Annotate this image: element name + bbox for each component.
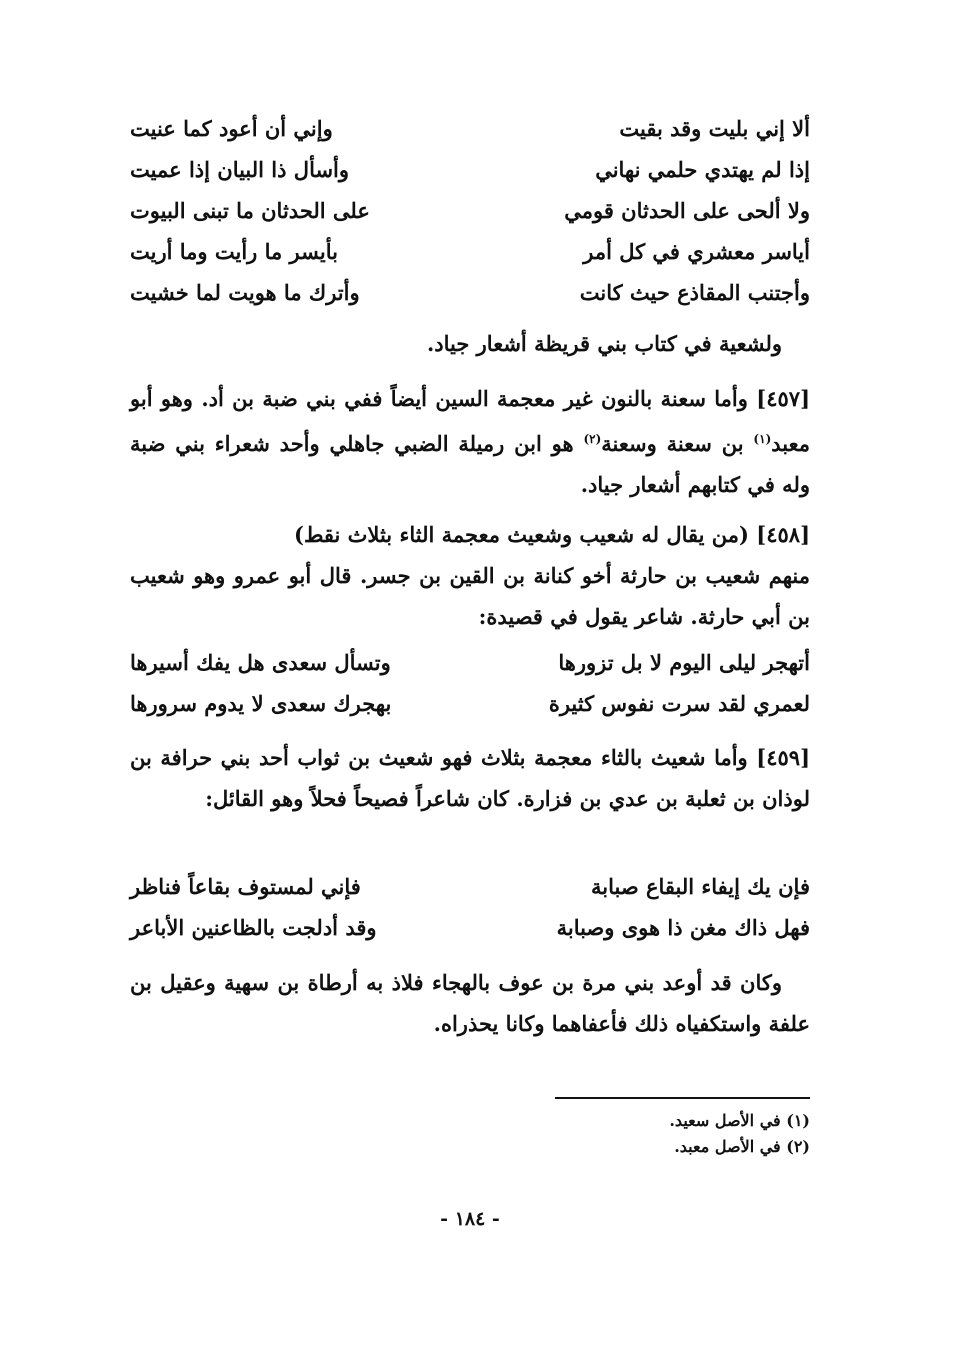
poem-1 [130, 108, 810, 313]
verse-line [130, 907, 810, 948]
footnote: (٢) في الأصل معبد. [674, 1137, 810, 1156]
verse-first-half: ولا ألحى على الحدثان قومي [564, 198, 810, 223]
verse-second-half: بأيسر ما رأيت وما أريت [130, 239, 338, 264]
verse-second-half: فإني لمستوف بقاعاً فناظر [130, 874, 361, 899]
verse-second-half: وقد أدلجت بالظاعنين الأباعر [130, 915, 377, 940]
verse-first-half: أتهجر ليلى اليوم لا بل تزورها [558, 650, 810, 675]
footnote-divider [555, 1097, 810, 1099]
entry-458 [130, 514, 810, 637]
verse-line [130, 683, 810, 724]
entry-number: [٤٥٧] [756, 386, 810, 411]
verse-second-half: وإني أن أعود كما عنيت [130, 116, 333, 141]
verse-first-half: ألا إني بليت وقد بقيت [619, 116, 810, 141]
verse-second-half: بهجرك سعدى لا يدوم سرورها [130, 691, 392, 716]
footnote-ref: (٢) [583, 432, 602, 446]
verse-line [130, 190, 810, 231]
entry-text: منهم شعيب بن حارثة أخو كنانة بن القين بن جسر. قال أبو عمرو وهو شعيب بن أبي حارثة. شاعر يقول في قصيدة: [130, 563, 810, 629]
footnote-ref: (١) [753, 432, 772, 446]
verse-line [130, 149, 810, 190]
entry-heading: [٤٥٨] (من يقال له شعيب وشعيث معجمة الثاء بثلاث نقط) [294, 522, 810, 547]
entry-text: هو ابن رميلة الضبي جاهلي وأحد شعراء بني ضبة وله في كتابهم أشعار جياد. [130, 431, 810, 497]
verse-second-half: وتسأل سعدى هل يفك أسيرها [130, 650, 391, 675]
verse-line [130, 866, 810, 907]
footnote: (١) في الأصل سعيد. [669, 1111, 810, 1130]
poem-3 [130, 866, 810, 948]
verse-second-half: وأترك ما هويت لما خشيت [130, 280, 360, 305]
poem-2 [130, 642, 810, 724]
verse-first-half: لعمري لقد سرت نفوس كثيرة [548, 691, 810, 716]
verse-line [130, 642, 810, 683]
verse-first-half: فإن يك إيفاء البقاع صبابة [590, 874, 810, 899]
page-number: - ١٨٤ - [440, 1208, 500, 1230]
verse-first-half: أياسر معشري في كل أمر [583, 239, 810, 264]
verse-first-half: إذا لم يهتدي حلمي نهاني [595, 157, 810, 182]
entry-text: بن سعنة وسعنة [601, 431, 754, 456]
verse-line [130, 272, 810, 313]
verse-first-half: فهل ذاك مغن ذا هوى وصبابة [556, 915, 810, 940]
entry-text: وأما شعيث بالثاء معجمة بثلاث فهو شعيث بن ثواب أحد بني حرافة بن لوذان بن ثعلبة بن عدي بن فزارة. كان شاعراً فصيحاً فحلاً وهو القائل: [130, 745, 810, 811]
entry-text: وأما سعنة بالنون غير معجمة السين أيضاً ففي بني ضبة بن أد. وهو أبو معبد [130, 386, 810, 456]
paragraph: ولشعية في كتاب بني قريظة أشعار جياد. [426, 331, 782, 356]
verse-line [130, 231, 810, 272]
paragraph: وكان قد أوعد بني مرة بن عوف بالهجاء فلاذ به أرطاة بن سهية وعقيل بن علفة واستكفياه ذلك فأعفاهما وكانا يحذراه. [130, 970, 810, 1036]
verse-first-half: وأجتنب المقاذع حيث كانت [579, 280, 810, 305]
verse-second-half: على الحدثان ما تبنى البيوت [130, 198, 370, 223]
footnotes [555, 1108, 810, 1160]
entry-459 [130, 737, 810, 819]
entry-number: [٤٥٩] [756, 745, 810, 770]
verse-second-half: وأسأل ذا البيان إذا عميت [130, 157, 350, 182]
entry-457 [130, 378, 810, 505]
verse-line [130, 108, 810, 149]
